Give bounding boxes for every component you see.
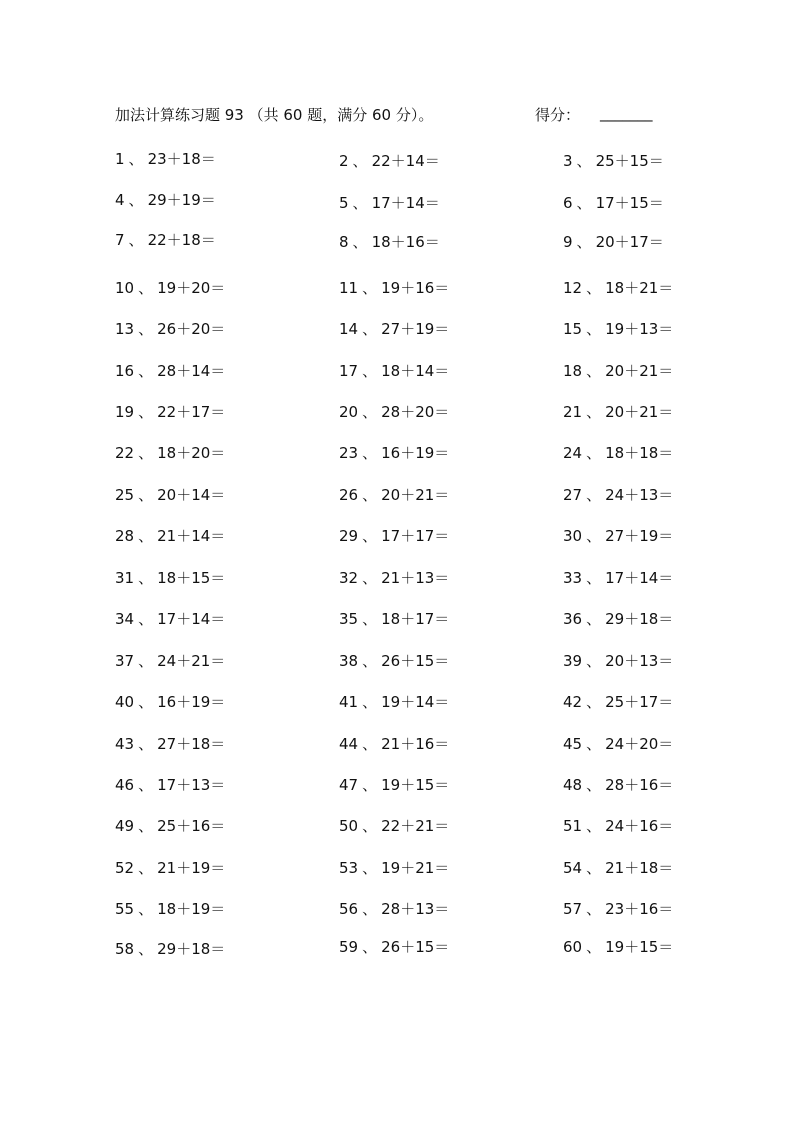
problem-number: 23: [339, 444, 359, 462]
problem-expression: 19＋14＝: [381, 693, 450, 711]
problem-expression: 16＋19＝: [381, 444, 450, 462]
problem-separator: 、: [138, 900, 154, 918]
problem-item: [115, 776, 225, 794]
problem-item: [563, 735, 673, 753]
problem-expression: 22＋17＝: [157, 403, 226, 421]
problem-separator: 、: [352, 152, 368, 170]
problem-item: [339, 233, 440, 251]
problem-number: 34: [115, 610, 135, 628]
problem-expression: 17＋14＝: [157, 610, 226, 628]
problem-item: [115, 735, 225, 753]
problem-separator: 、: [362, 527, 378, 545]
problem-expression: 29＋19＝: [147, 191, 216, 209]
problem-expression: 18＋17＝: [381, 610, 450, 628]
problem-expression: 18＋21＝: [605, 279, 674, 297]
problem-separator: 、: [362, 735, 378, 753]
problem-expression: 24＋21＝: [157, 652, 226, 670]
problem-expression: 21＋16＝: [381, 735, 450, 753]
problem-number: 42: [563, 693, 583, 711]
problem-item: [339, 320, 449, 338]
problem-item: [339, 403, 449, 421]
problem-separator: 、: [586, 610, 602, 628]
problem-item: [563, 320, 673, 338]
problem-expression: 19＋21＝: [381, 859, 450, 877]
problem-number: 9: [563, 233, 573, 251]
problem-expression: 21＋14＝: [157, 527, 226, 545]
problem-item: [563, 527, 673, 545]
problem-expression: 22＋14＝: [371, 152, 440, 170]
problem-number: 40: [115, 693, 135, 711]
problem-separator: 、: [586, 403, 602, 421]
problem-item: [115, 693, 225, 711]
problem-separator: 、: [138, 817, 154, 835]
problem-number: 2: [339, 152, 349, 170]
worksheet-header: [115, 104, 675, 130]
problem-separator: 、: [362, 652, 378, 670]
problem-item: [115, 859, 225, 877]
problem-number: 4: [115, 191, 125, 209]
problem-item: [115, 279, 225, 297]
problem-number: 1: [115, 150, 125, 168]
problem-item: [115, 486, 225, 504]
problem-number: 48: [563, 776, 583, 794]
problem-number: 12: [563, 279, 583, 297]
problem-expression: 18＋19＝: [157, 900, 226, 918]
problem-item: [339, 279, 449, 297]
problem-separator: 、: [362, 610, 378, 628]
problem-separator: 、: [362, 900, 378, 918]
problem-expression: 25＋15＝: [595, 152, 664, 170]
problem-expression: 29＋18＝: [605, 610, 674, 628]
problem-expression: 17＋13＝: [157, 776, 226, 794]
problem-expression: 19＋20＝: [157, 279, 226, 297]
problem-number: 17: [339, 362, 359, 380]
problem-separator: 、: [586, 859, 602, 877]
problem-item: [563, 569, 673, 587]
problem-separator: 、: [586, 362, 602, 380]
problem-expression: 26＋20＝: [157, 320, 226, 338]
problem-number: 54: [563, 859, 583, 877]
problem-expression: 26＋15＝: [381, 938, 450, 956]
problem-item: [339, 938, 449, 956]
problem-expression: 17＋14＝: [605, 569, 674, 587]
problem-item: [115, 900, 225, 918]
problem-separator: 、: [586, 817, 602, 835]
problem-separator: 、: [362, 320, 378, 338]
problem-item: [563, 817, 673, 835]
problem-item: [563, 693, 673, 711]
problem-number: 6: [563, 194, 573, 212]
problem-expression: 23＋16＝: [605, 900, 674, 918]
problem-item: [115, 569, 225, 587]
problem-number: 59: [339, 938, 359, 956]
problem-item: [339, 527, 449, 545]
problem-item: [563, 403, 673, 421]
problem-number: 27: [563, 486, 583, 504]
problem-separator: 、: [128, 150, 144, 168]
problem-separator: 、: [138, 940, 154, 958]
problem-separator: 、: [586, 486, 602, 504]
problem-number: 47: [339, 776, 359, 794]
problem-item: [339, 859, 449, 877]
problem-separator: 、: [586, 900, 602, 918]
problem-separator: 、: [138, 569, 154, 587]
problem-separator: 、: [138, 527, 154, 545]
problem-number: 10: [115, 279, 135, 297]
problem-item: [339, 817, 449, 835]
problem-number: 50: [339, 817, 359, 835]
problem-item: [115, 527, 225, 545]
problem-expression: 17＋17＝: [381, 527, 450, 545]
problem-item: [339, 776, 449, 794]
problem-number: 30: [563, 527, 583, 545]
problem-expression: 28＋20＝: [381, 403, 450, 421]
problem-number: 60: [563, 938, 583, 956]
problem-expression: 19＋16＝: [381, 279, 450, 297]
problem-separator: 、: [362, 486, 378, 504]
problem-separator: 、: [138, 279, 154, 297]
problem-separator: 、: [138, 693, 154, 711]
problem-item: [339, 610, 449, 628]
problem-expression: 26＋15＝: [381, 652, 450, 670]
problem-separator: 、: [576, 152, 592, 170]
problem-separator: 、: [128, 191, 144, 209]
problem-item: [563, 444, 673, 462]
problem-expression: 19＋15＝: [605, 938, 674, 956]
problem-number: 14: [339, 320, 359, 338]
problem-number: 18: [563, 362, 583, 380]
problem-number: 51: [563, 817, 583, 835]
problem-expression: 17＋14＝: [371, 194, 440, 212]
problem-expression: 24＋16＝: [605, 817, 674, 835]
problem-item: [115, 320, 225, 338]
problem-separator: 、: [576, 233, 592, 251]
problem-item: [563, 652, 673, 670]
problem-number: 26: [339, 486, 359, 504]
problem-number: 25: [115, 486, 135, 504]
problem-item: [115, 652, 225, 670]
problem-number: 11: [339, 279, 359, 297]
problem-number: 21: [563, 403, 583, 421]
problem-number: 3: [563, 152, 573, 170]
problem-item: [115, 362, 225, 380]
problem-item: [563, 900, 673, 918]
problem-number: 57: [563, 900, 583, 918]
problem-item: [563, 938, 673, 956]
problem-separator: 、: [352, 194, 368, 212]
problem-item: [339, 569, 449, 587]
problem-number: 31: [115, 569, 135, 587]
problem-number: 8: [339, 233, 349, 251]
problem-number: 44: [339, 735, 359, 753]
problem-expression: 18＋14＝: [381, 362, 450, 380]
problem-expression: 21＋13＝: [381, 569, 450, 587]
problem-expression: 21＋19＝: [157, 859, 226, 877]
problem-separator: 、: [128, 231, 144, 249]
problem-number: 13: [115, 320, 135, 338]
worksheet-title: 加法计算练习题 93 （共 60 题，满分 60 分）。: [115, 106, 434, 124]
problem-expression: 16＋19＝: [157, 693, 226, 711]
problem-separator: 、: [362, 817, 378, 835]
problem-number: 52: [115, 859, 135, 877]
problem-item: [115, 444, 225, 462]
problem-separator: 、: [138, 859, 154, 877]
problem-expression: 20＋21＝: [605, 362, 674, 380]
problem-number: 39: [563, 652, 583, 670]
problem-number: 41: [339, 693, 359, 711]
problem-item: [563, 776, 673, 794]
problem-item: [115, 150, 216, 168]
problem-item: [339, 693, 449, 711]
problem-separator: 、: [576, 194, 592, 212]
problem-separator: 、: [138, 320, 154, 338]
problem-expression: 28＋16＝: [605, 776, 674, 794]
problem-item: [115, 191, 216, 209]
problem-number: 36: [563, 610, 583, 628]
problem-item: [339, 444, 449, 462]
problem-number: 45: [563, 735, 583, 753]
problem-separator: 、: [138, 486, 154, 504]
problem-expression: 20＋13＝: [605, 652, 674, 670]
problem-separator: 、: [138, 403, 154, 421]
problem-expression: 20＋21＝: [381, 486, 450, 504]
problem-separator: 、: [586, 693, 602, 711]
problem-expression: 27＋19＝: [605, 527, 674, 545]
problem-item: [115, 403, 225, 421]
problem-number: 19: [115, 403, 135, 421]
problem-item: [563, 610, 673, 628]
problem-separator: 、: [138, 776, 154, 794]
problem-number: 29: [339, 527, 359, 545]
problem-item: [563, 486, 673, 504]
problem-item: [339, 486, 449, 504]
score-label: 得分：: [535, 106, 581, 124]
problem-expression: 22＋21＝: [381, 817, 450, 835]
problem-expression: 25＋17＝: [605, 693, 674, 711]
problem-number: 28: [115, 527, 135, 545]
score-blank: _______: [600, 104, 653, 122]
problem-separator: 、: [586, 652, 602, 670]
problem-expression: 27＋18＝: [157, 735, 226, 753]
problem-separator: 、: [362, 938, 378, 956]
problem-number: 15: [563, 320, 583, 338]
problem-number: 5: [339, 194, 349, 212]
problem-item: [339, 362, 449, 380]
problem-separator: 、: [362, 569, 378, 587]
problem-separator: 、: [586, 527, 602, 545]
problem-expression: 27＋19＝: [381, 320, 450, 338]
problem-item: [115, 231, 216, 249]
problem-item: [563, 194, 664, 212]
problem-item: [115, 817, 225, 835]
problem-number: 7: [115, 231, 125, 249]
problem-item: [563, 152, 664, 170]
problem-expression: 20＋21＝: [605, 403, 674, 421]
problem-expression: 29＋18＝: [157, 940, 226, 958]
problem-expression: 18＋15＝: [157, 569, 226, 587]
problem-number: 32: [339, 569, 359, 587]
problem-number: 53: [339, 859, 359, 877]
problem-separator: 、: [138, 610, 154, 628]
problem-expression: 19＋13＝: [605, 320, 674, 338]
problem-separator: 、: [362, 403, 378, 421]
problem-separator: 、: [362, 693, 378, 711]
problem-item: [339, 152, 440, 170]
problem-separator: 、: [352, 233, 368, 251]
problem-separator: 、: [362, 362, 378, 380]
problem-number: 58: [115, 940, 135, 958]
problem-item: [115, 610, 225, 628]
problem-number: 16: [115, 362, 135, 380]
problem-expression: 18＋16＝: [371, 233, 440, 251]
problem-number: 24: [563, 444, 583, 462]
problem-expression: 22＋18＝: [147, 231, 216, 249]
problem-separator: 、: [138, 735, 154, 753]
problem-expression: 24＋13＝: [605, 486, 674, 504]
problem-separator: 、: [586, 569, 602, 587]
problem-separator: 、: [138, 444, 154, 462]
problem-item: [563, 233, 664, 251]
problem-expression: 18＋18＝: [605, 444, 674, 462]
problem-item: [563, 362, 673, 380]
problem-expression: 28＋14＝: [157, 362, 226, 380]
problem-number: 43: [115, 735, 135, 753]
problem-separator: 、: [586, 320, 602, 338]
problem-item: [339, 652, 449, 670]
problem-number: 56: [339, 900, 359, 918]
problem-expression: 18＋20＝: [157, 444, 226, 462]
problem-number: 37: [115, 652, 135, 670]
problem-separator: 、: [586, 444, 602, 462]
problem-number: 35: [339, 610, 359, 628]
problem-item: [339, 900, 449, 918]
problem-expression: 17＋15＝: [595, 194, 664, 212]
problem-separator: 、: [586, 279, 602, 297]
problem-separator: 、: [586, 776, 602, 794]
problem-separator: 、: [362, 279, 378, 297]
problem-number: 22: [115, 444, 135, 462]
problem-expression: 20＋17＝: [595, 233, 664, 251]
problem-separator: 、: [138, 362, 154, 380]
problem-expression: 23＋18＝: [147, 150, 216, 168]
problem-separator: 、: [586, 735, 602, 753]
problem-separator: 、: [362, 444, 378, 462]
problem-expression: 28＋13＝: [381, 900, 450, 918]
problem-separator: 、: [586, 938, 602, 956]
problem-number: 33: [563, 569, 583, 587]
problem-separator: 、: [362, 776, 378, 794]
problem-expression: 25＋16＝: [157, 817, 226, 835]
problem-expression: 19＋15＝: [381, 776, 450, 794]
problem-item: [563, 859, 673, 877]
problem-item: [563, 279, 673, 297]
problem-item: [115, 940, 225, 958]
problem-number: 46: [115, 776, 135, 794]
problem-item: [339, 735, 449, 753]
problem-number: 20: [339, 403, 359, 421]
problem-separator: 、: [362, 859, 378, 877]
problem-separator: 、: [138, 652, 154, 670]
problem-expression: 24＋20＝: [605, 735, 674, 753]
problem-number: 49: [115, 817, 135, 835]
problem-expression: 21＋18＝: [605, 859, 674, 877]
problem-number: 55: [115, 900, 135, 918]
problem-item: [339, 194, 440, 212]
problem-number: 38: [339, 652, 359, 670]
problem-expression: 20＋14＝: [157, 486, 226, 504]
